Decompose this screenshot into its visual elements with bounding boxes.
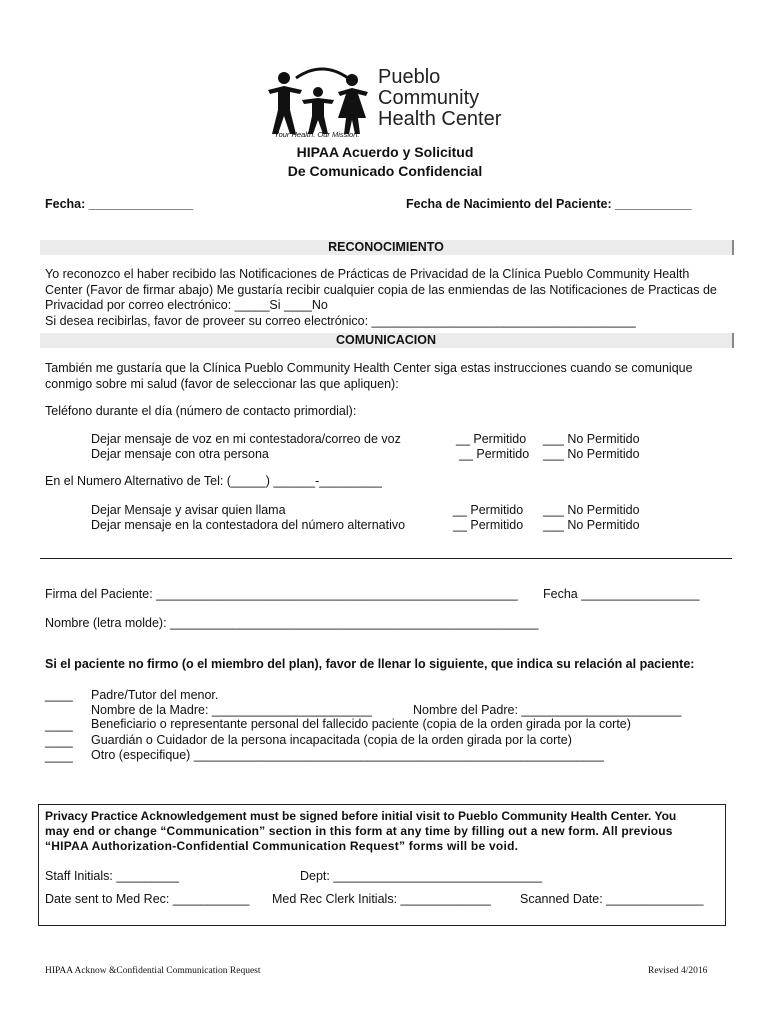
email-address-field[interactable]: Si desea recibirlas, favor de proveer su correo electrónico: ______________________________________	[45, 313, 636, 328]
relation-caregiver-label: Guardián o Cuidador de la persona incapacitada (copia de la orden girada por la corte)	[91, 733, 572, 747]
relation-guardian-label: Padre/Tutor del menor.	[91, 688, 219, 702]
alt-phone-field[interactable]: En el Numero Alternativo de Tel: (_____) ______-_________	[45, 474, 382, 488]
logo-tagline: Your Health. Our Mission.	[274, 130, 360, 139]
telefono-label: Teléfono durante el día (número de contacto primordial):	[45, 404, 357, 418]
option-alt-voicemail-permitido[interactable]: __ Permitido	[453, 518, 524, 532]
office-notice-line-3: “HIPAA Authorization-Confidential Communication Request” forms will be void.	[45, 839, 519, 853]
option-alt-announce-permitido[interactable]: __ Permitido	[453, 503, 524, 517]
logo-line-1: Pueblo	[378, 66, 441, 88]
option-other-person-permitido[interactable]: __ Permitido	[459, 447, 530, 461]
staff-initials-field[interactable]: Staff Initials: _________	[45, 869, 179, 883]
option-voicemail-no-permitido[interactable]: ___ No Permitido	[543, 432, 640, 446]
title-line-2: De Comunicado Confidencial	[287, 163, 483, 179]
office-notice-line-2: may end or change “Communication” section in this form at any time by filling out a new form. All previous	[45, 824, 673, 838]
option-voicemail-label: Dejar mensaje de voz en mi contestadora/correo de voz	[91, 432, 401, 446]
clerk-initials-field[interactable]: Med Rec Clerk Initials: _____________	[272, 892, 491, 906]
relation-blank-1[interactable]: ____	[45, 688, 73, 702]
scanned-date-field[interactable]: Scanned Date: ______________	[520, 892, 704, 906]
logo	[262, 64, 522, 140]
office-notice-line-1: Privacy Practice Acknowledgement must be signed before initial visit to Pueblo Community Health Center. You	[45, 809, 677, 823]
relation-blank-2[interactable]: ____	[45, 718, 73, 732]
footer-right: Revised 4/2016	[648, 966, 708, 976]
option-alt-announce-label: Dejar Mensaje y avisar quien llama	[91, 503, 286, 517]
relation-blank-4[interactable]: ____	[45, 749, 73, 763]
comunicacion-text	[45, 361, 735, 392]
title-line-1: HIPAA Acuerdo y Solicitud	[296, 144, 474, 160]
mother-name-field[interactable]: Nombre de la Madre: _______________________	[91, 703, 372, 717]
reconocimiento-text	[45, 267, 735, 329]
family-figures-icon	[262, 64, 374, 138]
fecha-field[interactable]: Fecha: _______________	[45, 197, 194, 211]
logo-line-3: Health Center	[378, 108, 502, 130]
dept-field[interactable]: Dept: ______________________________	[300, 869, 542, 883]
option-alt-voicemail-label: Dejar mensaje en la contestadora del número alternativo	[91, 518, 406, 532]
reconocimiento-line-2: Center (Favor de firmar abajo) Me gustaría recibir cualquier copia de las enmiendas de las Notificaciones de Practicas de	[45, 282, 717, 297]
logo-line-2: Community	[378, 87, 480, 109]
comunicacion-heading: COMUNICACION	[40, 333, 734, 348]
option-voicemail-permitido[interactable]: __ Permitido	[456, 432, 527, 446]
email-optin-field[interactable]: Privacidad por correo electrónico: _____Si ____No	[45, 298, 328, 312]
option-alt-voicemail-no-permitido[interactable]: ___ No Permitido	[543, 518, 640, 532]
comunicacion-line-2: conmigo sobre mi salud (favor de seleccionar las que apliquen):	[45, 376, 399, 391]
relation-other-field[interactable]: Otro (especifique) ___________________________________________________________	[91, 748, 604, 762]
reconocimiento-line-1: Yo reconozco el haber recibido las Notificaciones de Prácticas de Privacidad de la Clínica Pueblo Community Health	[45, 267, 690, 281]
signature-date-field[interactable]: Fecha _________________	[543, 587, 700, 601]
option-other-person-label: Dejar mensaje con otra persona	[91, 447, 269, 461]
footer-left: HIPAA Acknow &Confidential Communication Request	[45, 966, 261, 976]
relation-blank-3[interactable]: ____	[45, 734, 73, 748]
date-sent-field[interactable]: Date sent to Med Rec: ___________	[45, 892, 250, 906]
comunicacion-line-1: También me gustaría que la Clínica Pueblo Community Health Center siga estas instrucciones cuando se comunique	[45, 361, 693, 375]
relation-beneficiary-label: Beneficiario o representante personal del fallecido paciente (copia de la orden girada por la corte)	[91, 717, 631, 731]
option-alt-announce-no-permitido[interactable]: ___ No Permitido	[543, 503, 640, 517]
option-other-person-no-permitido[interactable]: ___ No Permitido	[543, 447, 640, 461]
patient-signature-field[interactable]: Firma del Paciente: ____________________________________________________	[45, 587, 518, 601]
section-divider	[40, 558, 732, 559]
relation-heading: Si el paciente no firmo (o el miembro del plan), favor de llenar lo siguiente, que indica su relación al paciente:	[45, 657, 695, 671]
father-name-field[interactable]: Nombre del Padre: _______________________	[413, 703, 682, 717]
reconocimiento-heading: RECONOCIMIENTO	[40, 240, 734, 255]
fecha-nacimiento-field[interactable]: Fecha de Nacimiento del Paciente: ___________	[406, 197, 692, 211]
printed-name-field[interactable]: Nombre (letra molde): _____________________________________________________	[45, 616, 539, 630]
